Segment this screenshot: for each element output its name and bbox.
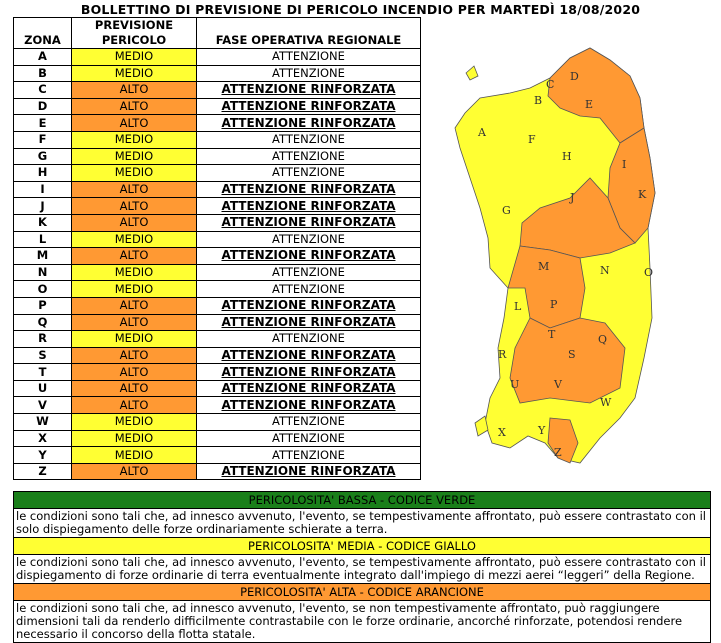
- operational-phase: ATTENZIONE: [197, 165, 421, 182]
- operational-phase: ATTENZIONE RINFORZATA: [197, 397, 421, 414]
- operational-phase: ATTENZIONE RINFORZATA: [197, 380, 421, 397]
- map-label-u: U: [510, 378, 520, 391]
- zone-letter: Y: [14, 447, 72, 464]
- legend-text-row: [14, 555, 711, 584]
- map-islet-sw: [475, 416, 488, 436]
- operational-phase: ATTENZIONE RINFORZATA: [197, 198, 421, 215]
- zone-letter: C: [14, 82, 72, 99]
- operational-phase: ATTENZIONE: [197, 331, 421, 348]
- operational-phase: ATTENZIONE: [197, 430, 421, 447]
- hazard-level: ALTO: [72, 297, 197, 314]
- table-row: [14, 165, 421, 182]
- map-label-t: T: [548, 328, 556, 341]
- hazard-level: ALTO: [72, 181, 197, 198]
- hazard-level: MEDIO: [72, 331, 197, 348]
- operational-phase: ATTENZIONE: [197, 281, 421, 298]
- hazard-level: MEDIO: [72, 447, 197, 464]
- zone-letter: T: [14, 364, 72, 381]
- map-label-w: W: [600, 396, 612, 409]
- map-label-e: E: [585, 98, 594, 111]
- legend-heading-row: [14, 584, 711, 601]
- table-row: [14, 131, 421, 148]
- table-row: [14, 331, 421, 348]
- operational-phase: ATTENZIONE RINFORZATA: [197, 297, 421, 314]
- table-row: [14, 380, 421, 397]
- zone-letter: E: [14, 115, 72, 132]
- table-row: [14, 231, 421, 248]
- hazard-level: ALTO: [72, 463, 197, 480]
- zone-letter: I: [14, 181, 72, 198]
- legend-table: [13, 491, 711, 643]
- legend-text-verde: le condizioni sono tali che, ad innesco avvenuto, l'evento, se tempestivamente affrontato, può essere contrastato con il solo dispiegamento delle forze ordinariamente schierate a terra.: [14, 509, 711, 538]
- operational-phase: ATTENZIONE: [197, 49, 421, 66]
- map-label-f: F: [528, 133, 536, 146]
- map-label-n: N: [600, 264, 610, 277]
- operational-phase: ATTENZIONE: [197, 148, 421, 165]
- table-row: [14, 82, 421, 99]
- map-label-l: L: [514, 300, 522, 313]
- hazard-level: ALTO: [72, 82, 197, 99]
- hazard-level: MEDIO: [72, 49, 197, 66]
- operational-phase: ATTENZIONE RINFORZATA: [197, 248, 421, 265]
- hazard-level: MEDIO: [72, 65, 197, 82]
- legend-heading-verde: PERICOLOSITA' BASSA - CODICE VERDE: [14, 492, 711, 509]
- map-label-k: K: [638, 188, 647, 201]
- header-previsione-pericolo: PREVISIONE PERICOLO: [72, 18, 197, 49]
- map-label-d: D: [570, 70, 579, 83]
- table-row: [14, 248, 421, 265]
- hazard-level: ALTO: [72, 397, 197, 414]
- operational-phase: ATTENZIONE RINFORZATA: [197, 98, 421, 115]
- header-zona: ZONA: [14, 18, 72, 49]
- zone-letter: R: [14, 331, 72, 348]
- operational-phase: ATTENZIONE RINFORZATA: [197, 115, 421, 132]
- hazard-level: MEDIO: [72, 131, 197, 148]
- map-label-m: M: [538, 260, 550, 273]
- zone-letter: Q: [14, 314, 72, 331]
- operational-phase: ATTENZIONE: [197, 414, 421, 431]
- hazard-level: ALTO: [72, 248, 197, 265]
- map-label-p: P: [550, 298, 558, 311]
- map-label-j: J: [570, 191, 575, 204]
- hazard-level: ALTO: [72, 380, 197, 397]
- operational-phase: ATTENZIONE RINFORZATA: [197, 82, 421, 99]
- operational-phase: ATTENZIONE RINFORZATA: [197, 347, 421, 364]
- hazard-level: ALTO: [72, 314, 197, 331]
- header-fase-operativa: FASE OPERATIVA REGIONALE: [197, 18, 421, 49]
- bulletin-title: BOLLETTINO DI PREVISIONE DI PERICOLO INCENDIO PER MARTEDÌ 18/08/2020: [80, 2, 641, 17]
- operational-phase: ATTENZIONE: [197, 447, 421, 464]
- hazard-level: MEDIO: [72, 430, 197, 447]
- map-label-y: Y: [538, 424, 546, 437]
- table-row: [14, 447, 421, 464]
- legend-text-arancio: le condizioni sono tali che, ad innesco avvenuto, l'evento, se non tempestivamente affrontato, può raggiungere dimensioni tali da renderlo difficilmente contrastabile con le forze ordinarie, ancorché rinforzate, potendosi rendere necessario il concorso della flotta statale.: [14, 601, 711, 643]
- hazard-level: ALTO: [72, 364, 197, 381]
- map-islet-north: [466, 66, 478, 80]
- table-row: [14, 214, 421, 231]
- map-label-s: S: [568, 348, 576, 361]
- operational-phase: ATTENZIONE RINFORZATA: [197, 214, 421, 231]
- map-label-c: C: [546, 78, 555, 91]
- zone-letter: D: [14, 98, 72, 115]
- zone-letter: Z: [14, 463, 72, 480]
- operational-phase: ATTENZIONE RINFORZATA: [197, 364, 421, 381]
- zone-letter: P: [14, 297, 72, 314]
- table-row: [14, 314, 421, 331]
- table-row: [14, 297, 421, 314]
- map-label-v: V: [554, 378, 562, 391]
- operational-phase: ATTENZIONE RINFORZATA: [197, 181, 421, 198]
- table-row: [14, 364, 421, 381]
- table-row: [14, 98, 421, 115]
- legend-text-row: [14, 601, 711, 643]
- table-row: [14, 148, 421, 165]
- hazard-level: MEDIO: [72, 231, 197, 248]
- zone-letter: J: [14, 198, 72, 215]
- hazard-level: ALTO: [72, 98, 197, 115]
- table-row: [14, 347, 421, 364]
- zone-letter: U: [14, 380, 72, 397]
- zone-letter: F: [14, 131, 72, 148]
- table-row: [14, 198, 421, 215]
- table-header-row: [14, 18, 421, 49]
- hazard-level: MEDIO: [72, 165, 197, 182]
- map-label-x: X: [498, 426, 506, 439]
- zone-letter: N: [14, 264, 72, 281]
- zone-letter: B: [14, 65, 72, 82]
- zone-letter: W: [14, 414, 72, 431]
- operational-phase: ATTENZIONE RINFORZATA: [197, 314, 421, 331]
- hazard-level: ALTO: [72, 214, 197, 231]
- table-row: [14, 115, 421, 132]
- table-row: [14, 65, 421, 82]
- zone-letter: S: [14, 347, 72, 364]
- zone-letter: O: [14, 281, 72, 298]
- hazard-level: ALTO: [72, 198, 197, 215]
- zone-letter: V: [14, 397, 72, 414]
- table-row: [14, 181, 421, 198]
- table-row: [14, 430, 421, 447]
- zone-letter: M: [14, 248, 72, 265]
- map-label-a: A: [478, 126, 486, 139]
- operational-phase: ATTENZIONE RINFORZATA: [197, 463, 421, 480]
- zone-letter: X: [14, 430, 72, 447]
- map-label-i: I: [622, 158, 627, 171]
- map-label-h: H: [562, 150, 572, 163]
- legend-heading-giallo: PERICOLOSITA' MEDIA - CODICE GIALLO: [14, 538, 711, 555]
- operational-phase: ATTENZIONE: [197, 264, 421, 281]
- operational-phase: ATTENZIONE: [197, 131, 421, 148]
- zone-letter: H: [14, 165, 72, 182]
- zones-table: [13, 17, 421, 480]
- table-row: [14, 414, 421, 431]
- hazard-level: MEDIO: [72, 264, 197, 281]
- zone-letter: L: [14, 231, 72, 248]
- hazard-level: MEDIO: [72, 414, 197, 431]
- table-row: [14, 397, 421, 414]
- legend-text-row: [14, 509, 711, 538]
- hazard-level: MEDIO: [72, 281, 197, 298]
- hazard-level: MEDIO: [72, 148, 197, 165]
- zone-letter: A: [14, 49, 72, 66]
- operational-phase: ATTENZIONE: [197, 65, 421, 82]
- map-label-g: G: [502, 204, 511, 217]
- legend-heading-arancio: PERICOLOSITA' ALTA - CODICE ARANCIONE: [14, 584, 711, 601]
- sardinia-zones-map: [430, 18, 720, 480]
- legend-text-giallo: le condizioni sono tali che, ad innesco avvenuto, l'evento, se tempestivamente affrontato, può essere contrastato con il dispiegamento di forze ordinarie di terra eventualmente integrato dall'impiego di mezzi aerei “leggeri” della Regione.: [14, 555, 711, 584]
- table-row: [14, 49, 421, 66]
- map-label-o: O: [644, 266, 654, 279]
- table-row: [14, 281, 421, 298]
- map-label-r: R: [498, 348, 507, 361]
- table-row: [14, 463, 421, 480]
- map-label-q: Q: [598, 333, 608, 346]
- map-label-b: B: [534, 94, 543, 107]
- legend-heading-row: [14, 538, 711, 555]
- table-row: [14, 264, 421, 281]
- hazard-level: ALTO: [72, 347, 197, 364]
- legend-heading-row: [14, 492, 711, 509]
- operational-phase: ATTENZIONE: [197, 231, 421, 248]
- legend-rows: [14, 492, 711, 643]
- zone-letter: K: [14, 214, 72, 231]
- map-label-z: Z: [554, 446, 562, 459]
- hazard-level: ALTO: [72, 115, 197, 132]
- zone-letter: G: [14, 148, 72, 165]
- zone-rows: [14, 49, 421, 480]
